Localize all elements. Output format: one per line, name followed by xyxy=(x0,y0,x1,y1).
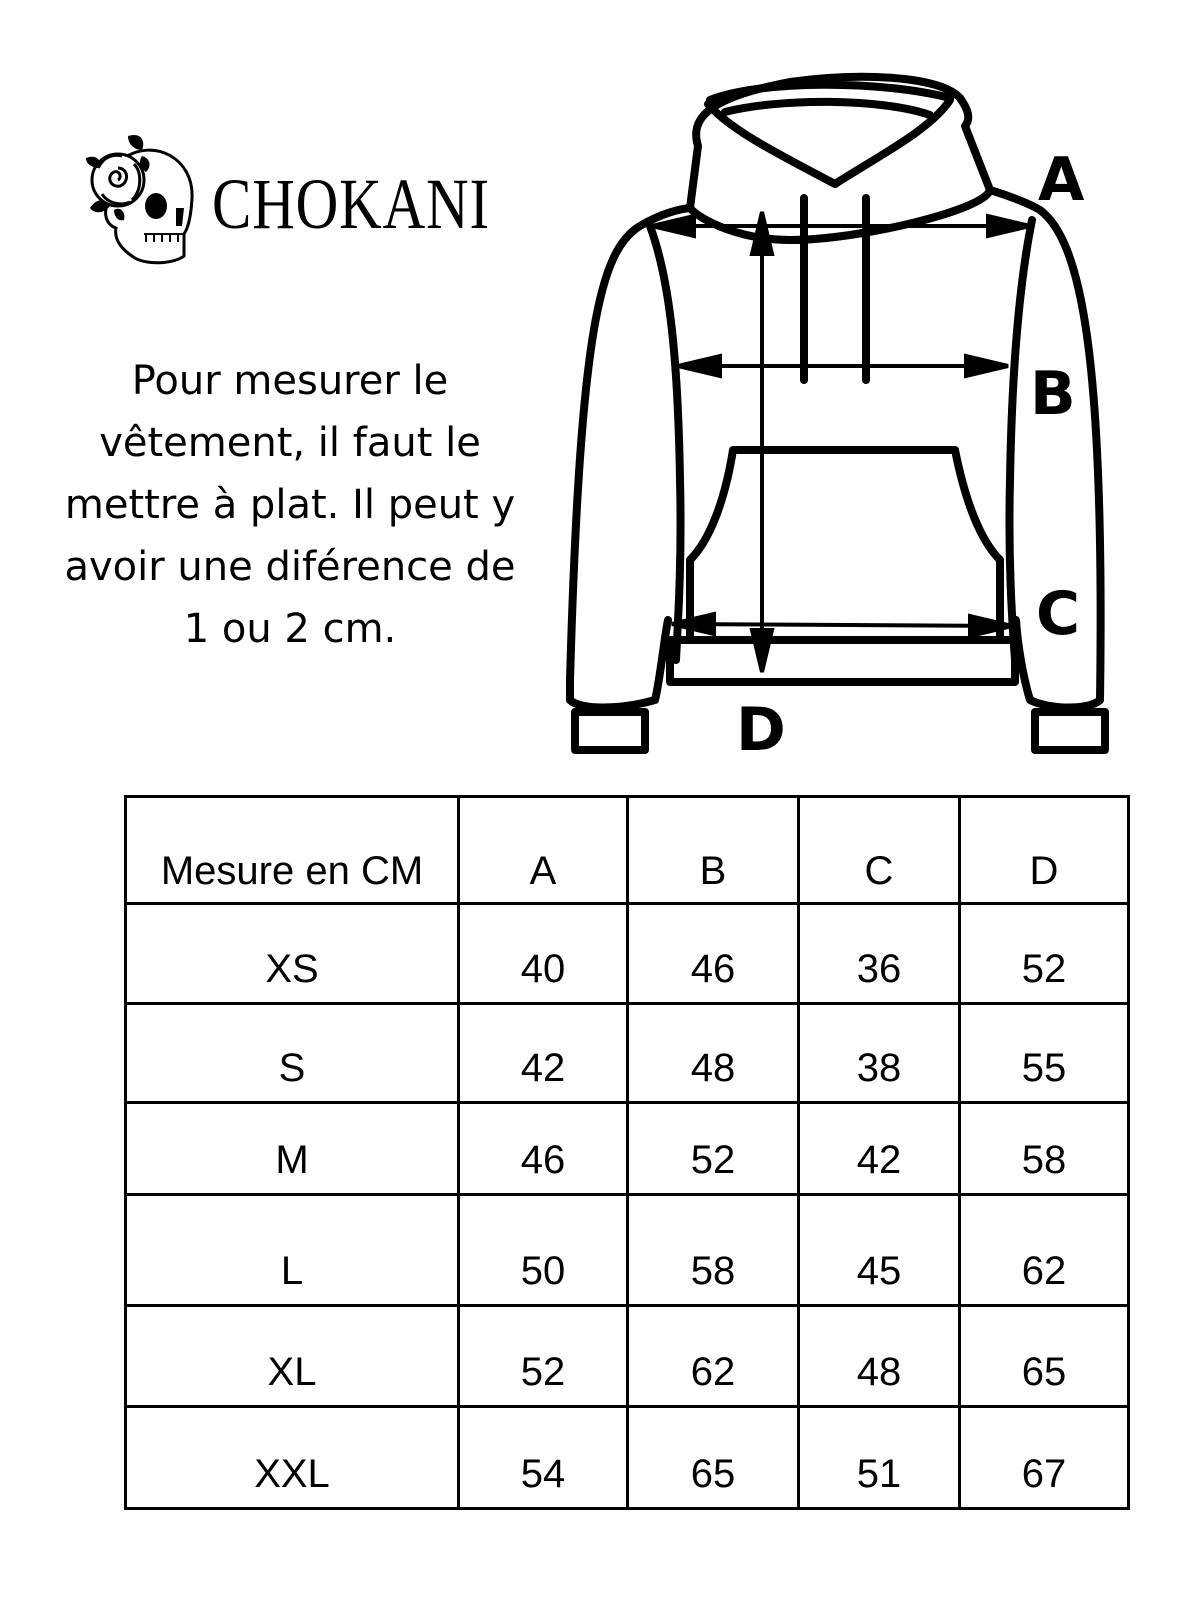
table-row xyxy=(126,1306,1129,1407)
value-cell-a: 54 xyxy=(459,1407,628,1509)
size-cell: L xyxy=(126,1195,459,1306)
header-c: C xyxy=(799,797,960,904)
brand-logo xyxy=(84,128,490,268)
measurement-instructions: Pour mesurer le vêtement, il faut le mettre à plat. Il peut y avoir une diférence de 1 ou 2 cm. xyxy=(64,358,516,652)
value-cell-b: 48 xyxy=(628,1004,799,1103)
value-cell-b: 46 xyxy=(628,904,799,1004)
label-d: D xyxy=(736,695,786,765)
value-cell-c: 42 xyxy=(799,1103,960,1195)
label-c: C xyxy=(1036,579,1081,649)
value-cell-c: 48 xyxy=(799,1306,960,1407)
size-chart-table xyxy=(124,795,1130,1510)
value-cell-a: 52 xyxy=(459,1306,628,1407)
table-row xyxy=(126,904,1129,1004)
value-cell-a: 40 xyxy=(459,904,628,1004)
header-b: B xyxy=(628,797,799,904)
table-row xyxy=(126,1103,1129,1195)
hoodie-outline-icon xyxy=(560,60,1140,780)
header-measure: Mesure en CM xyxy=(126,797,459,904)
skull-with-rose-icon xyxy=(84,128,204,268)
value-cell-c: 38 xyxy=(799,1004,960,1103)
table-row xyxy=(126,1195,1129,1306)
value-cell-a: 42 xyxy=(459,1004,628,1103)
value-cell-d: 52 xyxy=(960,904,1129,1004)
value-cell-b: 58 xyxy=(628,1195,799,1306)
value-cell-c: 51 xyxy=(799,1407,960,1509)
size-cell: XS xyxy=(126,904,459,1004)
value-cell-a: 46 xyxy=(459,1103,628,1195)
brand-name: CHOKANI xyxy=(212,164,490,244)
table-row xyxy=(126,1004,1129,1103)
header-a: A xyxy=(459,797,628,904)
value-cell-b: 52 xyxy=(628,1103,799,1195)
value-cell-c: 45 xyxy=(799,1195,960,1306)
table-header-row xyxy=(126,797,1129,904)
label-a: A xyxy=(1038,145,1085,215)
size-cell: S xyxy=(126,1004,459,1103)
value-cell-d: 55 xyxy=(960,1004,1129,1103)
value-cell-b: 62 xyxy=(628,1306,799,1407)
value-cell-a: 50 xyxy=(459,1195,628,1306)
value-cell-b: 65 xyxy=(628,1407,799,1509)
value-cell-d: 67 xyxy=(960,1407,1129,1509)
value-cell-c: 36 xyxy=(799,904,960,1004)
value-cell-d: 62 xyxy=(960,1195,1129,1306)
header-d: D xyxy=(960,797,1129,904)
label-b: B xyxy=(1030,359,1076,429)
size-cell: XXL xyxy=(126,1407,459,1509)
value-cell-d: 58 xyxy=(960,1103,1129,1195)
size-cell: XL xyxy=(126,1306,459,1407)
size-cell: M xyxy=(126,1103,459,1195)
table-row xyxy=(126,1407,1129,1509)
value-cell-d: 65 xyxy=(960,1306,1129,1407)
